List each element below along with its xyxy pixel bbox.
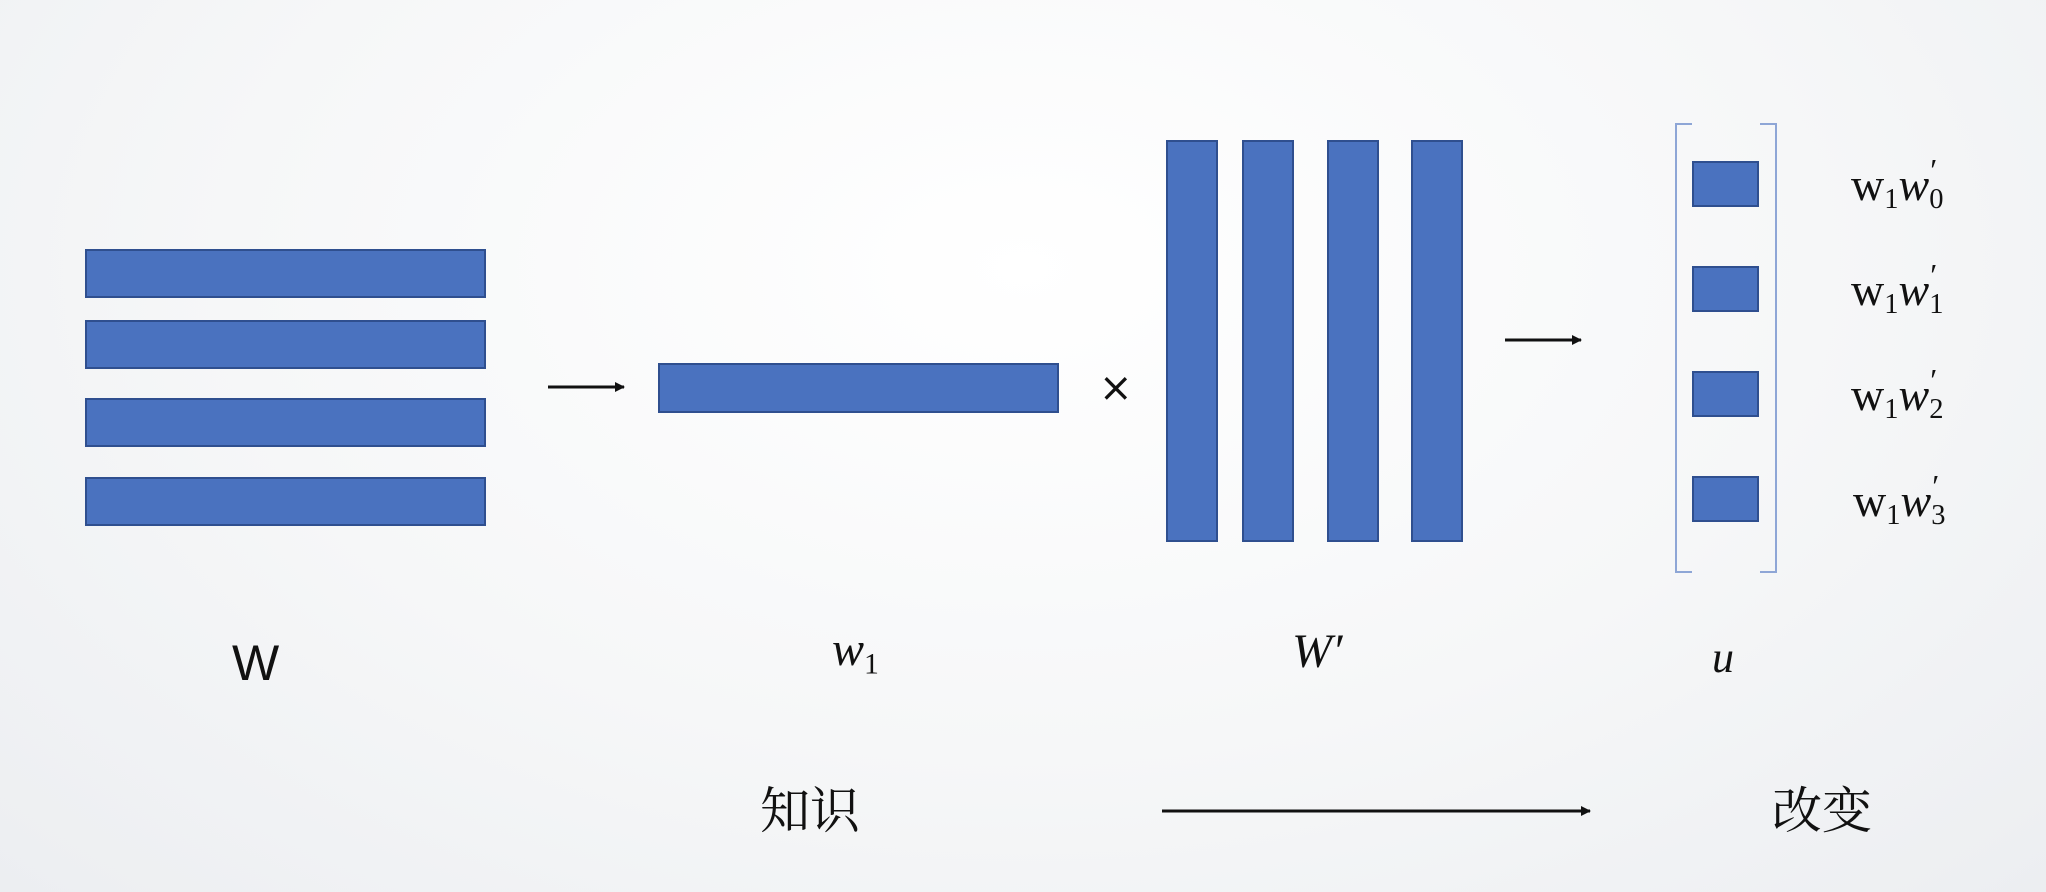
u-element-label-0: $w_1w$ ′ $_0$ <box>1851 152 1944 215</box>
times-operator: × <box>1099 365 1133 411</box>
label-W: W <box>232 635 280 691</box>
label-W-prime: W′ <box>1292 625 1343 678</box>
u-element-label-3: $w_1w$ ′ $_3$ <box>1853 468 1946 531</box>
u-element-label-1: $w_1w$ ′ $_1$ <box>1851 257 1944 320</box>
label-u: u <box>1712 633 1734 682</box>
right-bracket <box>1760 124 1776 572</box>
label-w1: $w_1$ <box>832 623 879 681</box>
caption-knowledge: 知识 <box>760 782 860 840</box>
u-element-label-2: $w_1w$ ′ $_2$ <box>1851 362 1944 425</box>
caption-change: 改变 <box>1772 782 1872 840</box>
left-bracket <box>1676 124 1692 572</box>
